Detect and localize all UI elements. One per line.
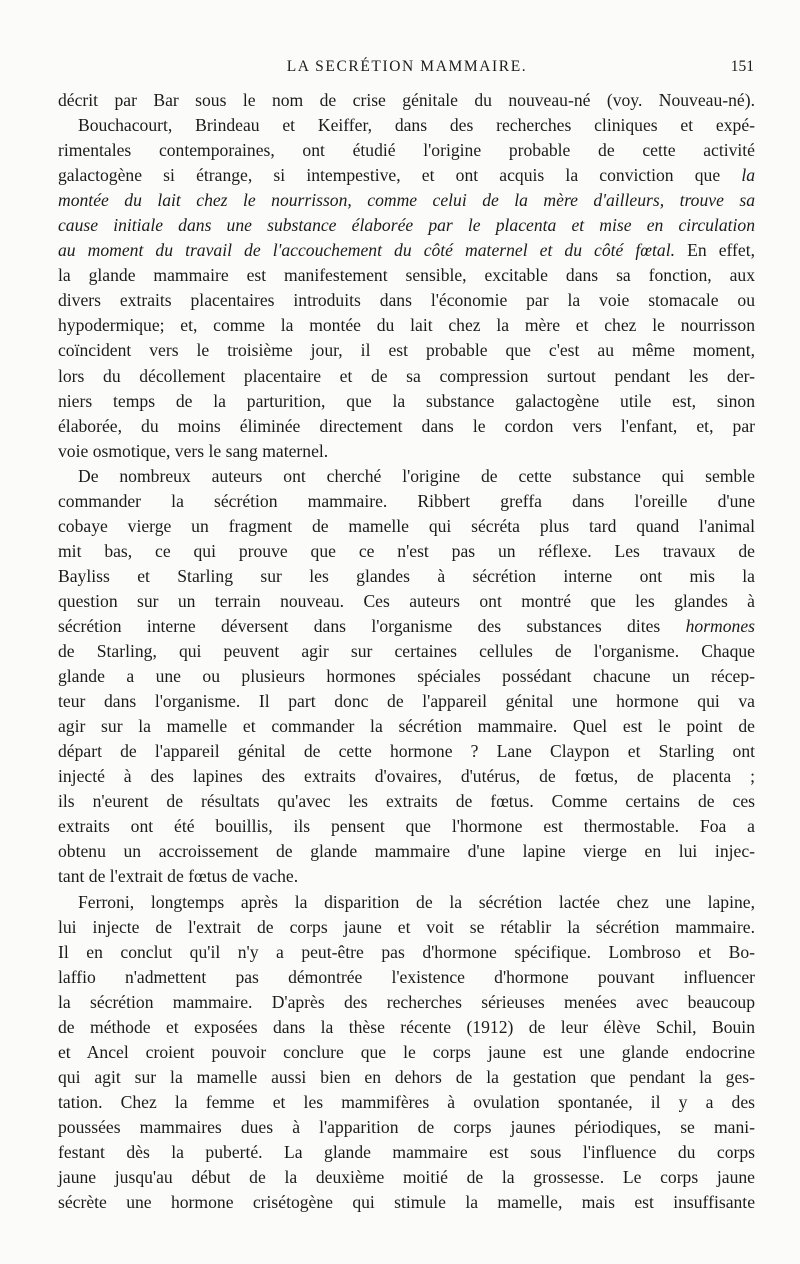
text-line: commander la sécrétion mammaire. Ribbert greffa dans l'oreille d'une bbox=[58, 490, 755, 511]
text-line: teur dans l'organisme. Il part donc de l'appareil génital une hormone qui va bbox=[58, 691, 755, 712]
text-line: de Starling, qui peuvent agir sur certaines cellules de l'organisme. Chaque bbox=[58, 641, 755, 662]
text-line: cobaye vierge un fragment de mamelle qui sécréta plus tard quand l'animal bbox=[58, 515, 755, 536]
text-line: au moment du travail de l'accouchement du côté maternel et du côté fœtal. En effet, bbox=[58, 240, 755, 261]
text-line: Bayliss et Starling sur les glandes à sécrétion interne ont mis la bbox=[58, 565, 755, 586]
text-line: niers temps de la parturition, que la substance galactogène utile est, sinon bbox=[58, 390, 755, 411]
text-line: départ de l'appareil génital de cette hormone ? Lane Claypon et Starling ont bbox=[58, 741, 755, 762]
text-line: agir sur la mamelle et commander la sécrétion mammaire. Quel est le point de bbox=[58, 716, 755, 737]
text-line: lui injecte de l'extrait de corps jaune et voit se rétablir la sécrétion mammaire. bbox=[58, 916, 755, 937]
text-line: lors du décollement placentaire et de sa compression surtout pendant les der- bbox=[58, 365, 755, 386]
text-line: laffio n'admettent pas démontrée l'existence d'hormone pouvant influencer bbox=[58, 966, 755, 987]
text-line: et Ancel croient pouvoir conclure que le corps jaune est une glande endocrine bbox=[58, 1041, 755, 1062]
text-line: tant de l'extrait de fœtus de vache. bbox=[58, 866, 299, 887]
text-line: de méthode et exposées dans la thèse récente (1912) de leur élève Schil, Bouin bbox=[58, 1016, 755, 1037]
text-line: Ferroni, longtemps après la disparition de la sécrétion lactée chez une lapine, bbox=[78, 891, 755, 912]
text-line: festant dès la puberté. La glande mammaire est sous l'influence du corps bbox=[58, 1141, 755, 1162]
text-line: poussées mammaires dues à l'apparition de corps jaunes périodiques, se mani- bbox=[58, 1116, 755, 1137]
text-line: jaune jusqu'au début de la deuxième moitié de la grossesse. Le corps jaune bbox=[58, 1167, 755, 1188]
text-line: montée du lait chez le nourrisson, comme celui de la mère d'ailleurs, trouve sa bbox=[58, 190, 755, 211]
text-line: hypodermique; et, comme la montée du lait chez la mère et chez le nourrisson bbox=[58, 315, 755, 336]
text-line: injecté à des lapines des extraits d'ovaires, d'utérus, de fœtus, de placenta ; bbox=[58, 766, 755, 787]
running-title: LA SECRÉTION MAMMAIRE. bbox=[286, 58, 528, 75]
body-text bbox=[58, 88, 755, 1215]
text-line: coïncident vers le troisième jour, il est probable que c'est au même moment, bbox=[58, 340, 755, 361]
text-line: rimentales contemporaines, ont étudié l'origine probable de cette activité bbox=[58, 140, 755, 161]
text-line: la glande mammaire est manifestement sensible, excitable dans sa fonction, aux bbox=[58, 265, 755, 286]
text-line: Bouchacourt, Brindeau et Keiffer, dans des recherches cliniques et expé- bbox=[78, 115, 755, 136]
text-line: De nombreux auteurs ont cherché l'origine de cette substance qui semble bbox=[78, 465, 755, 486]
text-line: qui agit sur la mamelle aussi bien en dehors de la gestation que pendant la ges- bbox=[58, 1066, 755, 1087]
text-line: sécrétion interne déversent dans l'organisme des substances dites hormones bbox=[58, 615, 755, 636]
text-line: tation. Chez la femme et les mammifères à ovulation spontanée, il y a des bbox=[58, 1091, 755, 1112]
text-line: ils n'eurent de résultats qu'avec les extraits de fœtus. Comme certains de ces bbox=[58, 791, 755, 812]
page-header bbox=[60, 58, 754, 82]
text-line: mit bas, ce qui prouve que ce n'est pas un réflexe. Les travaux de bbox=[58, 540, 755, 561]
text-line: voie osmotique, vers le sang maternel. bbox=[58, 440, 329, 461]
text-line: élaborée, du moins éliminée directement dans le cordon vers l'enfant, et, par bbox=[58, 415, 755, 436]
text-line: sécrète une hormone crisétogène qui stimule la mamelle, mais est insuffisante bbox=[58, 1192, 755, 1213]
text-line: cause initiale dans une substance élaborée par le placenta et mise en circulation bbox=[58, 215, 755, 236]
text-line: décrit par Bar sous le nom de crise génitale du nouveau-né (voy. Nouveau-né). bbox=[58, 90, 755, 110]
text-line: glande a une ou plusieurs hormones spéciales possédant chacune un récep- bbox=[58, 666, 755, 687]
text-line: obtenu un accroissement de glande mammaire d'une lapine vierge en lui injec- bbox=[58, 841, 755, 862]
text-line: divers extraits placentaires introduits dans l'économie par la voie stomacale ou bbox=[58, 290, 755, 311]
text-line: galactogène si étrange, si intempestive, et ont acquis la conviction que la bbox=[58, 165, 755, 186]
page-number: 151 bbox=[730, 58, 754, 75]
text-line: extraits ont été bouillis, ils pensent que l'hormone est thermostable. Foa a bbox=[58, 816, 755, 837]
text-line: question sur un terrain nouveau. Ces auteurs ont montré que les glandes à bbox=[58, 590, 755, 611]
text-line: Il en conclut qu'il n'y a peut-être pas d'hormone spécifique. Lombroso et Bo- bbox=[58, 941, 755, 962]
text-line: la sécrétion mammaire. D'après des recherches sérieuses menées avec beaucoup bbox=[58, 991, 755, 1012]
